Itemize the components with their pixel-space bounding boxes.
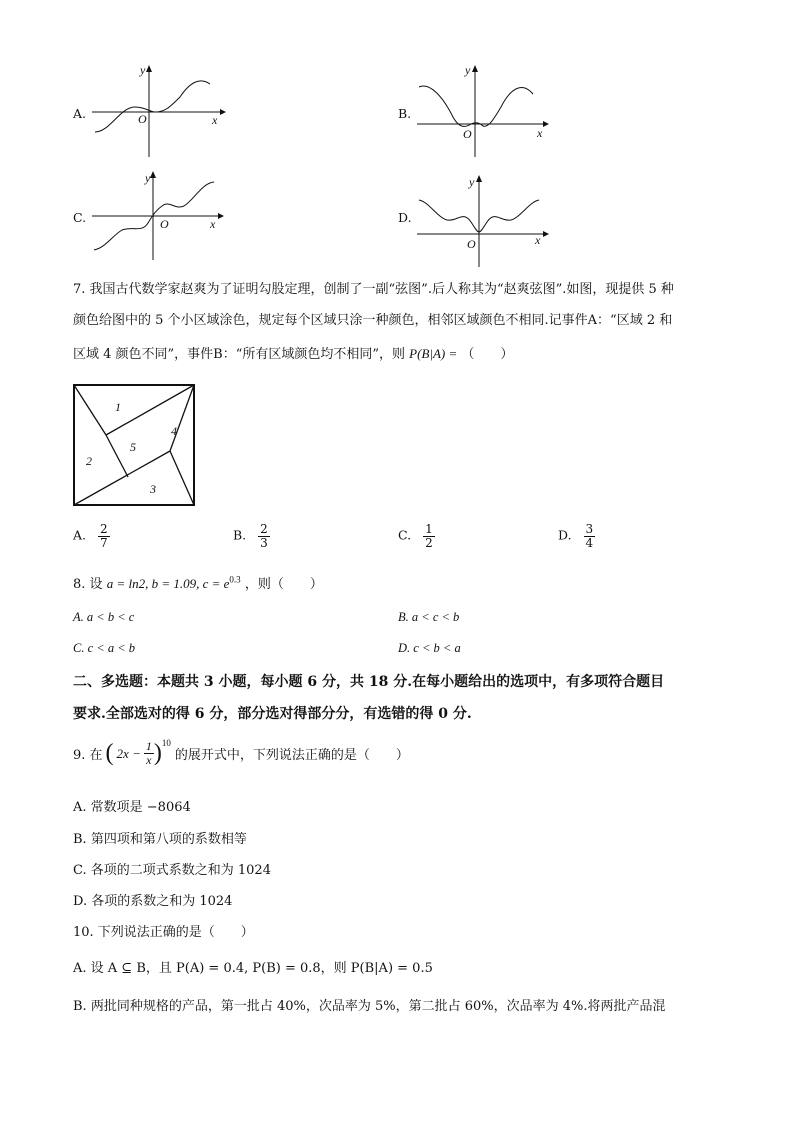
q6-option-c-label: C. [73, 210, 87, 225]
q9-option-d[interactable]: D. 各项的系数之和为 1024 [73, 894, 233, 909]
q7-conditional-prob: P(B|A) = [409, 346, 458, 361]
q9-stem: 9. 在 ( 2x − $\frac{1}{x}$ ) $^{10}$ 的展开式中，下列说法正确的是（ ） [73, 738, 409, 767]
q6-graph-c [90, 168, 230, 272]
svg-text:O: O [463, 127, 472, 141]
q9-option-b[interactable]: B. 第四项和第八项的系数相等 [73, 832, 247, 847]
svg-text:O: O [467, 237, 476, 251]
svg-text:x: x [210, 217, 216, 231]
q7-option-b[interactable]: B. $\frac{2}{3}$ [233, 522, 268, 550]
q10-option-a[interactable]: A. 设 A ⊆ B，且 P(A) = 0.4, P(B) = 0.8，则 P(B|A) = 0.5 [73, 961, 433, 976]
q9-option-a[interactable]: A. 常数项是 −8064 [73, 800, 191, 815]
region-2: 2 [86, 454, 92, 468]
q7-stem-line-2: 颜色给图中的 5 个小区域涂色，规定每个区域只涂一种颜色，相邻区域颜色不相同.记事件A：“区域 2 和 [73, 313, 673, 328]
region-4: 4 [171, 424, 177, 438]
q8-option-a[interactable]: A. a < b < c [73, 610, 135, 624]
q10-option-b[interactable]: B. 两批同种规格的产品，第一批占 40%，次品率为 5%，第二批占 60%，次品率为 4%.将两批产品混 [73, 999, 666, 1014]
q8-option-c[interactable]: C. c < a < b [73, 641, 136, 655]
svg-text:y: y [145, 171, 151, 185]
svg-text:y: y [465, 63, 471, 77]
svg-text:y: y [469, 175, 475, 189]
q6-graph-d [415, 172, 555, 276]
svg-text:O: O [160, 217, 169, 231]
q6-graph-b [415, 62, 555, 166]
q8-stem: 8. 设 a = ln2, b = 1.09, $c = e^{0.3}$ ，则（ ） [73, 574, 323, 592]
q7-option-d[interactable]: D. $\frac{3}{4}$ [558, 522, 594, 550]
q6-option-d-label: D. [398, 210, 412, 225]
svg-text:O: O [138, 112, 147, 126]
region-3: 3 [150, 482, 156, 496]
section2-title-line-2: 要求.全部选对的得 6 分，部分选对得部分分，有选错的得 0 分. [73, 706, 472, 722]
region-5: 5 [130, 440, 136, 454]
svg-text:x: x [212, 113, 218, 127]
q8-option-b[interactable]: B. a < c < b [398, 610, 460, 624]
svg-text:x: x [535, 233, 541, 247]
q6-option-a-label: A. [73, 106, 87, 121]
region-1: 1 [115, 400, 121, 414]
q9-option-c[interactable]: C. 各项的二项式系数之和为 1024 [73, 863, 271, 878]
q7-option-a[interactable]: A. $\frac{2}{7}$ [73, 522, 108, 550]
q8-option-d[interactable]: D. c < b < a [398, 641, 461, 655]
q7-stem-line-3: 区域 4 颜色不同”，事件B：“所有区域颜色均不相同”，则 P(B|A) = （ ） [73, 346, 514, 362]
section2-title-line-1: 二、多选题：本题共 3 小题，每小题 6 分，共 18 分.在每小题给出的选项中，有多项符合题目 [73, 674, 665, 690]
svg-text:y: y [140, 63, 146, 77]
q7-option-c[interactable]: C. $\frac{1}{2}$ [398, 522, 433, 550]
q10-stem: 10. 下列说法正确的是（ ） [73, 925, 254, 940]
svg-text:x: x [537, 126, 543, 140]
curve [95, 81, 210, 132]
zhao-shuang-diagram [72, 383, 198, 511]
q6-option-b-label: B. [398, 106, 412, 121]
q7-stem-line-1: 7. 我国古代数学家赵爽为了证明勾股定理，创制了一副“弦图”.后人称其为“赵爽弦图”.如图，现提供 5 种 [73, 282, 674, 297]
q6-graph-a [90, 62, 230, 166]
